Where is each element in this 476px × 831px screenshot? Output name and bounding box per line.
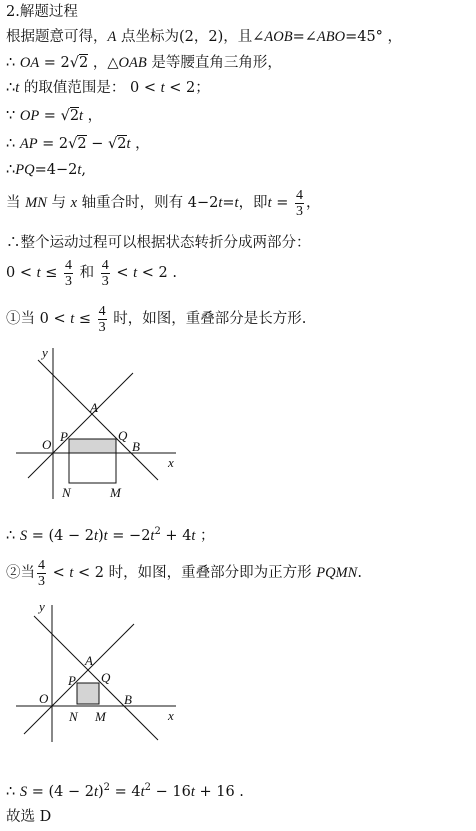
math-var: t: [15, 80, 20, 96]
math-var: AOB: [264, 29, 293, 45]
math-var: OAB: [118, 55, 147, 71]
label-p: P: [68, 673, 76, 688]
fraction: [295, 188, 304, 219]
numerator: 4: [38, 557, 45, 573]
denominator: 3: [38, 573, 45, 589]
line-two-parts: ∴整个运动过程可以根据状态转折分成两部分：: [6, 235, 311, 251]
line-ab: [38, 360, 158, 480]
label-q: Q: [101, 670, 111, 685]
text: =: [271, 195, 293, 211]
text: ≤: [40, 265, 62, 281]
math-var: OP: [19, 108, 40, 124]
label-y: y: [39, 599, 45, 614]
text: =: [222, 195, 235, 211]
text: .: [357, 565, 362, 581]
label-a: A: [90, 400, 98, 415]
numerator: 4: [65, 257, 72, 273]
text: = (4 − 2: [27, 783, 94, 800]
fraction: [98, 304, 107, 335]
label-m: M: [95, 709, 106, 724]
denominator: 3: [98, 319, 106, 335]
text: < 2；: [164, 80, 210, 96]
numerator: 4: [98, 303, 106, 319]
text: 根据题意可得，: [6, 29, 108, 45]
answer-line: 故选 D: [6, 809, 52, 825]
text: 轴重合时，则有 4−2: [77, 195, 219, 211]
line-oa: [24, 624, 134, 734]
denominator: 3: [295, 203, 303, 219]
label-o: O: [39, 691, 49, 706]
line-case-1: [6, 302, 306, 336]
square-pqmn: [77, 683, 99, 704]
text: 0 <: [6, 265, 37, 281]
math-var: t: [79, 108, 84, 124]
text: ∴: [6, 136, 20, 152]
line-intervals: [6, 256, 177, 290]
math-var: t: [77, 162, 82, 178]
text: ①当 0 <: [6, 311, 71, 327]
math-var: S: [19, 527, 28, 544]
math-var: t: [140, 783, 145, 800]
solution-heading: 2.解题过程: [6, 4, 78, 20]
text: ②当: [6, 565, 35, 581]
label-a: A: [85, 653, 93, 668]
text: ，: [305, 195, 321, 211]
line-condition: [6, 27, 402, 47]
text: = 2: [37, 136, 69, 152]
math-var: t: [234, 195, 239, 211]
math-var: t: [69, 565, 74, 581]
label-b: B: [124, 692, 132, 707]
label-n: N: [62, 485, 71, 500]
text: 和: [75, 265, 99, 281]
text: + 4: [160, 527, 192, 544]
math-var: t: [267, 195, 272, 211]
text: =45° ，: [345, 29, 403, 45]
fraction: [64, 258, 73, 289]
label-x: x: [168, 708, 174, 723]
text: ∴: [6, 783, 20, 800]
text: ∴: [6, 80, 16, 96]
math-var: t: [150, 527, 155, 544]
math-var: PQMN: [316, 565, 358, 581]
line-ap: ∴ AP = 2√2 − √2t ，: [6, 136, 150, 152]
math-var: PQ: [15, 162, 35, 178]
line-oa: ∴ OA = 2√2 ，△OAB 是等腰直角三角形，: [6, 55, 282, 71]
math-var: ABO: [316, 29, 346, 45]
label-m: M: [110, 485, 121, 500]
text: −: [86, 136, 109, 152]
text: 当: [6, 195, 26, 211]
math-var: t: [191, 527, 196, 544]
figure-case-1: [8, 342, 188, 502]
numerator: 4: [295, 187, 303, 203]
text: − 16: [151, 783, 191, 800]
text: ): [97, 527, 104, 544]
line-t-range: [6, 78, 210, 98]
text: 点坐标为(2，2)，且∠: [116, 29, 265, 45]
text: ≤: [74, 311, 96, 327]
line-pq: [6, 160, 86, 180]
math-var: AP: [19, 136, 38, 152]
math-var: t: [218, 195, 223, 211]
fraction: [101, 258, 110, 289]
math-var: x: [70, 195, 78, 211]
figure-case-2: [8, 597, 188, 747]
text: ，: [83, 108, 103, 124]
math-var: t: [36, 265, 41, 281]
line-oa: [28, 373, 133, 478]
text: ,: [81, 162, 86, 178]
line-area-1: [6, 522, 215, 546]
math-var: t: [93, 783, 98, 800]
math-var: t: [103, 527, 108, 544]
math-var: A: [107, 29, 117, 45]
math-var: t: [70, 311, 75, 327]
line-area-2: [6, 778, 244, 802]
text: ∴: [6, 55, 20, 71]
text: = 2: [39, 55, 70, 71]
text: < 2 时，如图，重叠部分即为正方形: [73, 565, 317, 581]
denominator: 3: [65, 273, 72, 289]
label-n: N: [69, 709, 78, 724]
exponent: 2: [103, 782, 111, 793]
text: < 2 .: [137, 265, 177, 281]
text: ，即: [238, 195, 268, 211]
math-var: t: [126, 136, 131, 152]
math-var: t: [190, 783, 195, 800]
text: <: [48, 565, 70, 581]
math-var: OA: [19, 55, 40, 71]
math-var: t: [133, 265, 138, 281]
label-q: Q: [118, 428, 128, 443]
overlap-rectangle: [69, 439, 116, 453]
text: =∠: [292, 29, 317, 45]
math-var: MN: [25, 195, 47, 211]
line-op: ∵ OP = √2t ，: [6, 108, 103, 124]
text: ∴: [6, 162, 16, 178]
text: ；: [195, 527, 215, 544]
text: = 4: [110, 783, 141, 800]
text: ，: [130, 136, 150, 152]
text: 是等腰直角三角形，: [146, 55, 282, 71]
text: = (4 − 2: [27, 527, 94, 544]
label-x: x: [168, 455, 174, 470]
radicand: 2: [69, 108, 80, 124]
math-var: S: [19, 783, 28, 800]
text: 与: [46, 195, 71, 211]
text: ∴: [6, 527, 20, 544]
text: 时，如图，重叠部分是长方形.: [108, 311, 307, 327]
numerator: 4: [101, 257, 109, 273]
label-y: y: [42, 345, 48, 360]
label-b: B: [132, 439, 140, 454]
radicand: 2: [117, 136, 127, 152]
text: ∵: [6, 108, 20, 124]
denominator: 3: [101, 273, 109, 289]
label-o: O: [42, 437, 52, 452]
exponent: 2: [154, 526, 161, 537]
text: 的取值范围是： 0 <: [19, 80, 161, 96]
text: = −2: [107, 527, 151, 544]
radicand: 2: [79, 55, 89, 71]
text: ，△: [88, 55, 119, 71]
exponent: 2: [144, 782, 152, 793]
line-mn-overlap: [6, 186, 320, 220]
text: =: [39, 108, 61, 124]
text: =4−2: [34, 162, 78, 178]
fraction: [37, 558, 46, 589]
radicand: 2: [77, 136, 87, 152]
label-p: P: [60, 429, 68, 444]
text: <: [111, 265, 134, 281]
text: + 16 .: [194, 783, 244, 800]
math-var: t: [93, 527, 98, 544]
text: ): [97, 783, 104, 800]
math-var: t: [160, 80, 165, 96]
line-case-2: [6, 556, 362, 590]
